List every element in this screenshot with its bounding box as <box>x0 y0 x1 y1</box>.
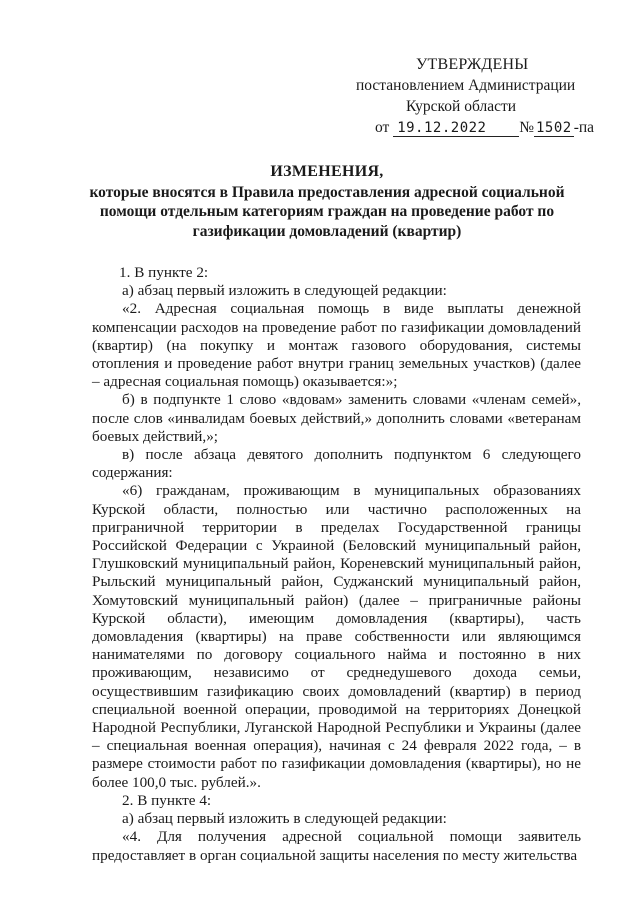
paragraph: «6) гражданам, проживающим в муниципальных образованиях Курской области, полностью или частично расположенных на приграничной территории в пределах Государственной границы Российской Федерации с Украиной (Беловский муниципальный район, Глушковский муниципальный район, Кореневский муниципальный район, Рыльский муниципальный район, Суджанский муниципальный район, Хомутовский муниципальный район) (далее – приграничные районы Курской области), имеющим домовладения (квартиры), часть домовладения (квартиры) на праве собственности или являющимся нанимателями по договору социального найма и постоянно в них проживающим, независимо от среднедушевого дохода семьи, осуществившим газификацию своих домовладений (квартир) в период специальной военной операции, проводимой на территориях Донецкой Народной Республики, Луганской Народной Республики и Украины (далее – специальная военная операция), начиная с 24 февраля 2022 года, – в размере стоимости работ по газификации домовладения (квартиры), но не более 100,0 тыс. рублей.». <box>92 482 581 791</box>
approval-from-label: от <box>375 119 390 136</box>
paragraph: в) после абзаца девятого дополнить подпунктом 6 следующего содержания: <box>92 446 581 482</box>
approval-title: УТВЕРЖДЕНЫ <box>416 56 529 73</box>
approval-date-underline <box>505 120 519 137</box>
approval-date: 19.12.2022 <box>393 120 505 137</box>
paragraph: а) абзац первый изложить в следующей редакции: <box>122 810 447 828</box>
paragraph: 1. В пункте 2: <box>119 264 209 281</box>
approval-number-suffix: -па <box>573 119 595 136</box>
approval-authority: постановлением Администрации <box>356 77 576 94</box>
heading-title: ИЗМЕНЕНИЯ, <box>270 163 384 180</box>
paragraph: «4. Для получения адресной социальной помощи заявитель предоставляет в орган социальной защиты населения по месту жительства <box>92 828 581 864</box>
document-body <box>92 264 581 865</box>
heading-subtitle: которые вносятся в Правила предоставления адресной социальной помощи отдельным категориям граждан на проведение работ по газификации домовладений (квартир) <box>89 183 565 240</box>
paragraph: «2. Адресная социальная помощь в виде выплаты денежной компенсации расходов на проведение работ по газификации домовладений (квартир) (на покупку и монтаж газового оборудования, системы отопления и проведение работ внутри границ земельных участков) (далее – адресная социальная помощь) оказывается:»; <box>92 300 581 391</box>
document-heading <box>88 162 566 241</box>
approval-stamp <box>350 54 595 138</box>
approval-region: Курской области <box>406 98 517 115</box>
approval-date-number <box>350 117 595 138</box>
paragraph: 2. В пункте 4: <box>122 791 212 809</box>
approval-number: 1502 <box>536 120 572 136</box>
paragraph: б) в подпункте 1 слово «вдовам» заменить словами «членам семей», после слов «инвалидам боевых действий,» дополнить словами «ветеранам боевых действий,»; <box>92 391 581 445</box>
approval-number-label: № <box>519 119 534 136</box>
paragraph: а) абзац первый изложить в следующей редакции: <box>122 282 447 300</box>
